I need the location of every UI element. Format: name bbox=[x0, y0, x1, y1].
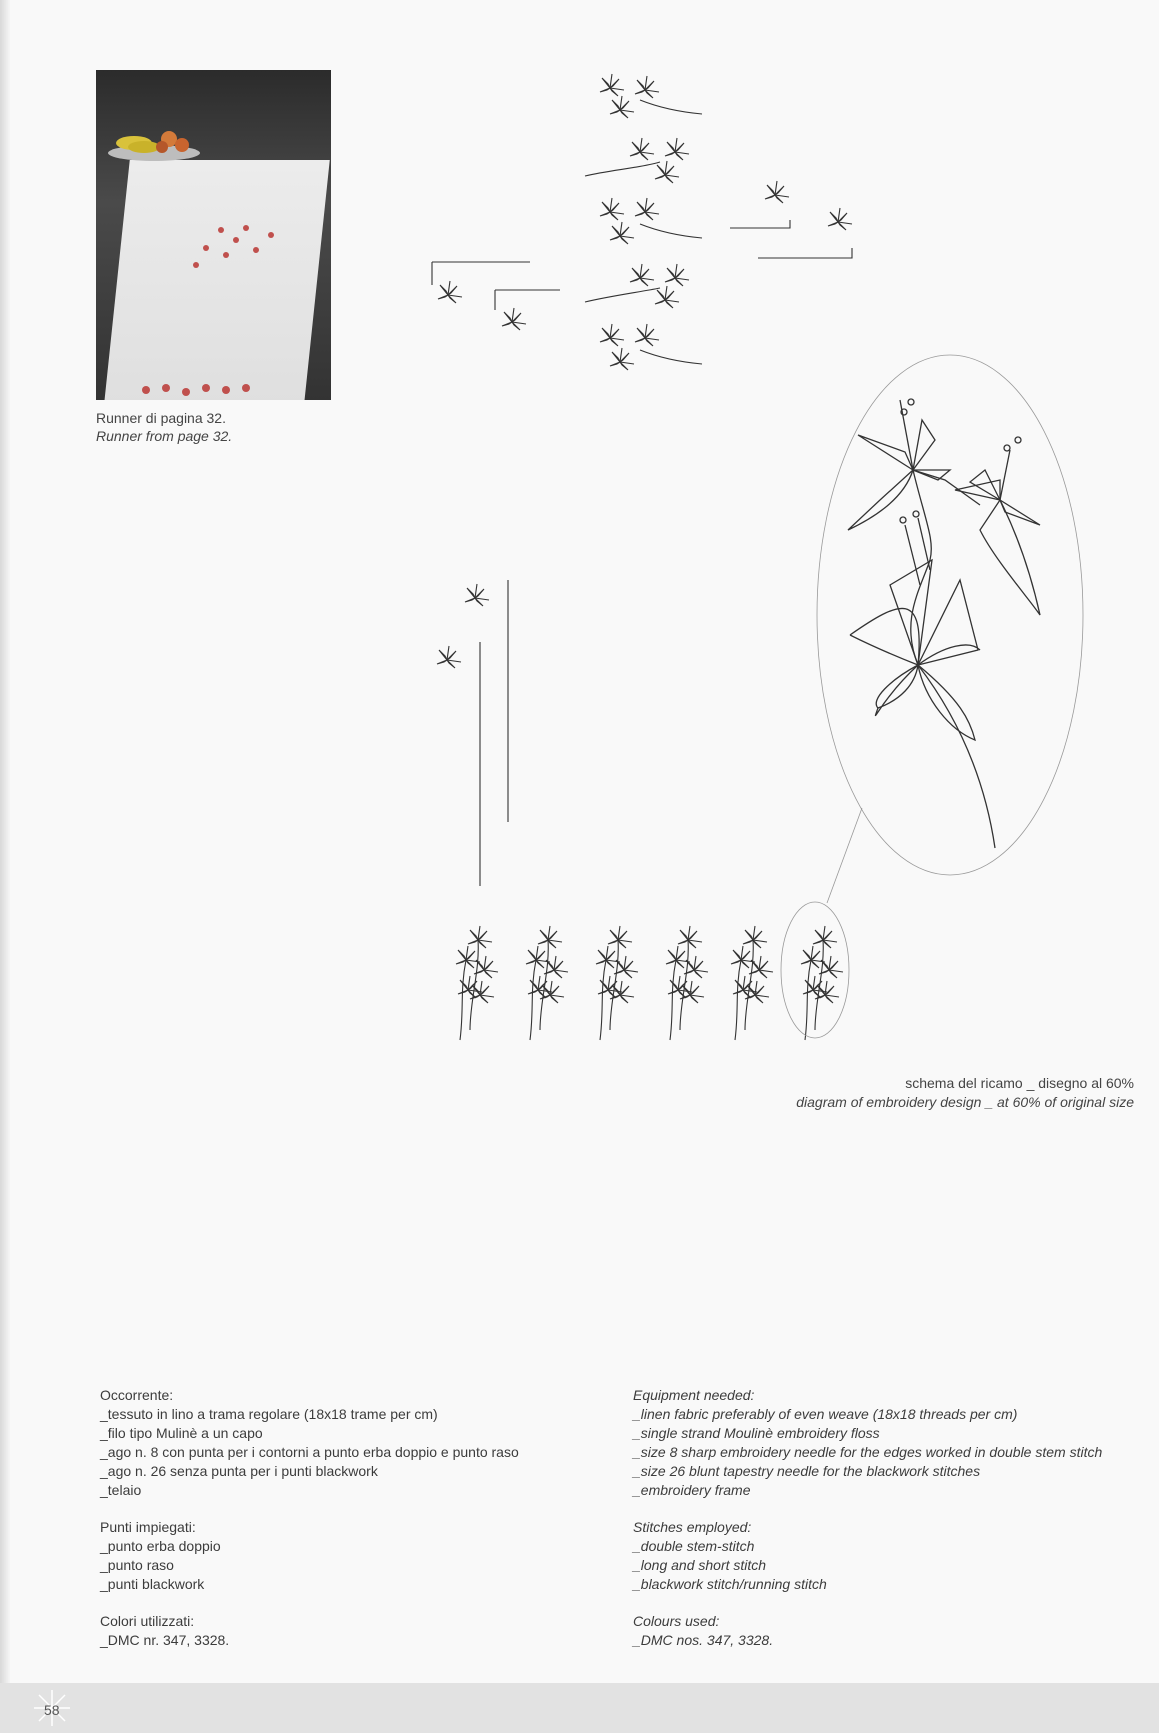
equipment-item-en: _size 8 sharp embroidery needle for the edges worked in double stem stitch bbox=[633, 1444, 1103, 1460]
equipment-item-it: _tessuto in lino a trama regolare (18x18 trame per cm) bbox=[100, 1406, 438, 1422]
enlarged-flower bbox=[848, 399, 1040, 848]
stitch-item-en: _long and short stitch bbox=[633, 1557, 767, 1573]
corner-sprigs bbox=[432, 181, 852, 330]
equipment-item-en: _linen fabric preferably of even weave (18x18 threads per cm) bbox=[633, 1406, 1018, 1422]
detail-small-ellipse bbox=[781, 902, 849, 1038]
equipment-item-it: _telaio bbox=[100, 1482, 142, 1498]
equipment-item-en: _embroidery frame bbox=[633, 1482, 751, 1498]
top-sprig-rows bbox=[585, 74, 702, 370]
stitch-item-it: _punto erba doppio bbox=[100, 1538, 221, 1554]
page-number: 58 bbox=[44, 1702, 60, 1718]
colours-section-en bbox=[633, 1612, 1153, 1650]
colours-title-it: Colori utilizzati: bbox=[100, 1613, 195, 1629]
stitches-section-en bbox=[633, 1518, 1153, 1594]
stitch-item-en: _double stem-stitch bbox=[633, 1538, 755, 1554]
equipment-section-en bbox=[633, 1386, 1153, 1500]
equipment-section-it bbox=[100, 1386, 620, 1500]
instructions-italian bbox=[100, 1386, 620, 1668]
colours-section-it bbox=[100, 1612, 620, 1650]
photo-caption-italian: Runner di pagina 32. bbox=[96, 410, 226, 426]
equipment-item-en: _size 26 blunt tapestry needle for the blackwork stitches bbox=[633, 1463, 981, 1479]
footer-band bbox=[0, 1683, 1159, 1733]
stitches-title-it: Punti impiegati: bbox=[100, 1519, 196, 1535]
equipment-item-it: _ago n. 8 con punta per i contorni a punto erba doppio e punto raso bbox=[100, 1444, 519, 1460]
colour-item-en: _DMC nos. 347, 3328. bbox=[633, 1632, 774, 1648]
diagram-caption-italian: schema del ricamo _ disegno al 60% bbox=[905, 1075, 1134, 1091]
stitches-title-en: Stitches employed: bbox=[633, 1519, 752, 1535]
equipment-title-en: Equipment needed: bbox=[633, 1387, 755, 1403]
colours-title-en: Colours used: bbox=[633, 1613, 720, 1629]
stitch-item-it: _punti blackwork bbox=[100, 1576, 205, 1592]
equipment-item-it: _ago n. 26 senza punta per i punti blackwork bbox=[100, 1463, 378, 1479]
stitch-item-en: _blackwork stitch/running stitch bbox=[633, 1576, 827, 1592]
equipment-item-en: _single strand Moulinè embroidery floss bbox=[633, 1425, 880, 1441]
vertical-stems bbox=[437, 580, 508, 886]
colour-item-it: _DMC nr. 347, 3328. bbox=[100, 1632, 230, 1648]
equipment-title-it: Occorrente: bbox=[100, 1387, 174, 1403]
stitch-item-it: _punto raso bbox=[100, 1557, 174, 1573]
detail-large-ellipse bbox=[817, 355, 1083, 875]
equipment-item-it: _filo tipo Mulinè a un capo bbox=[100, 1425, 263, 1441]
bottom-bouquet-row bbox=[456, 926, 843, 1040]
diagram-caption-english: diagram of embroidery design _ at 60% of original size bbox=[796, 1094, 1134, 1110]
photo-caption-english: Runner from page 32. bbox=[96, 428, 233, 444]
stitches-section-it bbox=[100, 1518, 620, 1594]
instructions-english bbox=[633, 1386, 1153, 1668]
